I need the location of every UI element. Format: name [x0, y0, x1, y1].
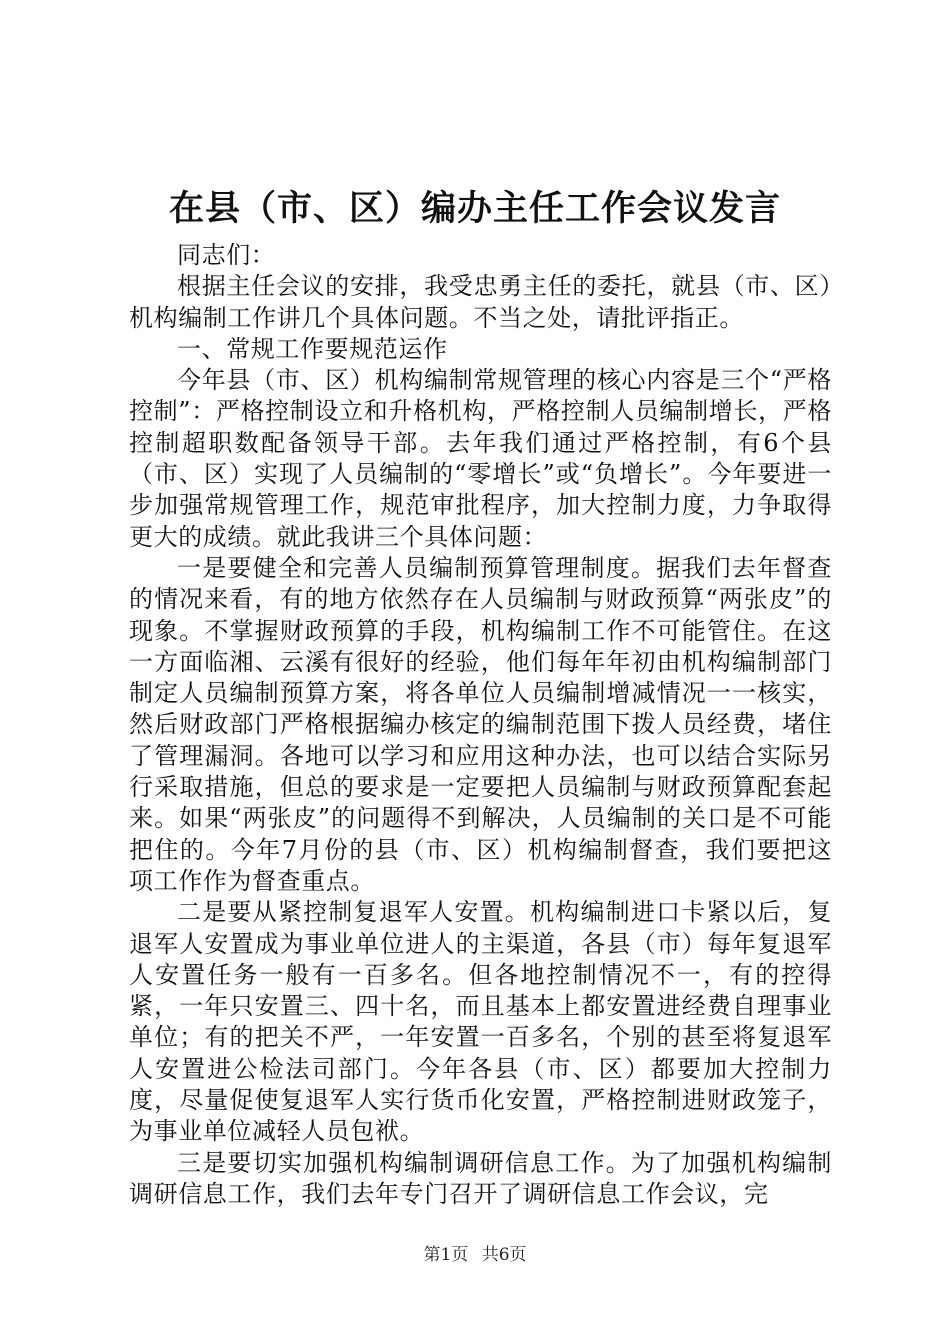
section-heading: 一、常规工作要规范运作 — [177, 334, 448, 363]
body-paragraph: 二是要从紧控制复退军人安置。机构编制进口卡紧以后，复退军人安置成为事业单位进人的主渠道，各县（市）每年复退军人安置任务一般有一百多名。但各地控制情况不一，有的控得紧，一年只安置三、四十名，而且基本上都安置进经费自理事业单位；有的把关不严，一年安置一百多名，个别的甚至将复退军人安置进公检法司部门。今年各县（市、区）都要加大控制力度，尽量促使复退军人实行货币化安置，严格控制进财政笼子，为事业单位减轻人员包袱。 — [129, 898, 832, 1146]
salutation: 同志们： — [177, 241, 276, 269]
document-title: 在县（市、区）编办主任工作会议发言 — [168, 188, 781, 229]
page-number: 第1页 — [423, 1245, 469, 1265]
document-body — [129, 240, 832, 1210]
body-paragraph: 今年县（市、区）机构编制常规管理的核心内容是三个“严格控制”：严格控制设立和升格机构，严格控制人员编制增长，严格控制超职数配备领导干部。去年我们通过严格控制，有6个县（市、区）实现了人员编制的“零增长”或“负增长”。今年要进一步加强常规管理工作，规范审批程序，加大控制力度，力争取得更大的成绩。就此我讲三个具体问题： — [129, 366, 832, 551]
body-paragraph: 根据主任会议的安排，我受忠勇主任的委托，就县（市、区）机构编制工作讲几个具体问题。不当之处，请批评指正。 — [129, 272, 832, 332]
page-footer — [0, 1244, 950, 1266]
body-paragraph: 三是要切实加强机构编制调研信息工作。为了加强机构编制调研信息工作，我们去年专门召开了调研信息工作会议，完 — [129, 1148, 832, 1208]
page-total: 共6页 — [481, 1245, 527, 1265]
body-paragraph: 一是要健全和完善人员编制预算管理制度。据我们去年督查的情况来看，有的地方依然存在人员编制与财政预算“两张皮”的现象。不掌握财政预算的手段，机构编制工作不可能管住。在这一方面临湘、云溪有很好的经验，他们每年年初由机构编制部门制定人员编制预算方案，将各单位人员编制增减情况一一核实，然后财政部门严格根据编办核定的编制范围下拨人员经费，堵住了管理漏洞。各地可以学习和应用这种办法，也可以结合实际另行采取措施，但总的要求是一定要把人员编制与财政预算配套起来。如果“两张皮”的问题得不到解决，人员编制的关口是不可能把住的。今年7月份的县（市、区）机构编制督查，我们要把这项工作作为督查重点。 — [129, 553, 832, 895]
